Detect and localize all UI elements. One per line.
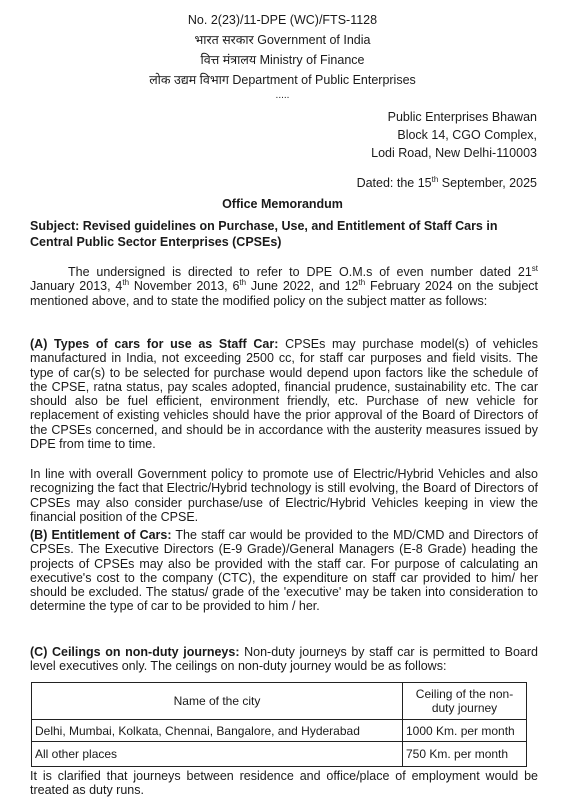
address-line-3: Lodi Road, New Delhi-110003 (371, 146, 537, 160)
section-a-paragraph: (A) Types of cars for use as Staff Car: CPSEs may purchase model(s) of vehicles manufactured in India, not exceeding 2500 cc, for staff car purposes and field visits. The type of car(s) to be selected for purchase would depend upon factors like the schedule of the CPSE, ratna status, pay scales adopted, financial prudence, sustainability etc. The car should also be fuel efficient, environment friendly, etc. Purchase of new vehicle for replacement of existing vehicles should have the prior approval of the Board of Directors of the CPSEs concerned, and should be in accordance with the austerity measures issued by DPE from time to time. (30, 337, 538, 452)
section-b-paragraph: (B) Entitlement of Cars: The staff car would be provided to the MD/CMD and Directors of CPSEs. The Executive Directors (E-9 Grade)/General Managers (E-8 Grade) heading the projects of CPSEs may also be provided with the staff car. For purpose of calculating an executive's cost to the company (CTC), the expenditure on staff car provided to him/ her should be excluded. The status/ grade of the 'executive' may be taken into consideration to determine the type of car to be provided to him / her. (30, 528, 538, 614)
header-separator: ..... (275, 90, 290, 101)
table-row (32, 742, 527, 767)
department-name: लोक उद्यम विभाग Department of Public Enterprises (149, 73, 416, 87)
subject: Subject: Revised guidelines on Purchase, Use, and Entitlement of Staff Cars in Central Public Sector Enterprises (CPSEs) (30, 219, 498, 249)
section-a-heading: (A) Types of cars for use as Staff Car: (30, 337, 279, 351)
closing-paragraph: It is clarified that journeys between residence and office/place of employment would be treated as duty runs. (30, 769, 538, 798)
city-cell: Delhi, Mumbai, Kolkata, Chennai, Bangalore, and Hyderabad (32, 720, 403, 742)
ceiling-cell: 750 Km. per month (403, 742, 527, 767)
section-c-paragraph: (C) Ceilings on non-duty journeys: Non-duty journeys by staff car is permitted to Board level executives only. The ceilings on non-duty journey would be as follows: (30, 645, 538, 674)
government-name: भारत सरकार Government of India (194, 33, 371, 47)
table-row (32, 720, 527, 742)
table-header-row (32, 683, 527, 720)
memo-title: Office Memorandum (222, 197, 343, 211)
ministry-name: वित्त मंत्रालय Ministry of Finance (200, 53, 365, 67)
ceiling-table (31, 682, 527, 767)
ceiling-cell: 1000 Km. per month (403, 720, 527, 742)
file-number: No. 2(23)/11-DPE (WC)/FTS-1128 (187, 13, 378, 27)
header-ceiling: Ceiling of the non-duty journey (403, 683, 527, 720)
document-date: Dated: the 15th September, 2025 (356, 174, 537, 190)
city-cell: All other places (32, 742, 403, 767)
address-line-1: Public Enterprises Bhawan (387, 110, 537, 124)
section-b-heading: (B) Entitlement of Cars: (30, 528, 172, 542)
section-a-paragraph-2: In line with overall Government policy to promote use of Electric/Hybrid Vehicles and also recognizing the fact that Electric/Hybrid technology is still evolving, the Board of Directors of CPSEs may also consider purchase/use of Electric/Hybrid Vehicles keeping in view the financial position of the CPSE. (30, 467, 538, 524)
header-city: Name of the city (32, 683, 403, 720)
address-line-2: Block 14, CGO Complex, (397, 128, 537, 142)
section-c-heading: (C) Ceilings on non-duty journeys: (30, 645, 240, 659)
intro-paragraph: The undersigned is directed to refer to DPE O.M.s of even number dated 21st January 2013, 4th November 2013, 6th June 2022, and 12th February 2024 on the subject mentioned above, and to state the modified policy on the subject matter as follows: (30, 263, 538, 308)
